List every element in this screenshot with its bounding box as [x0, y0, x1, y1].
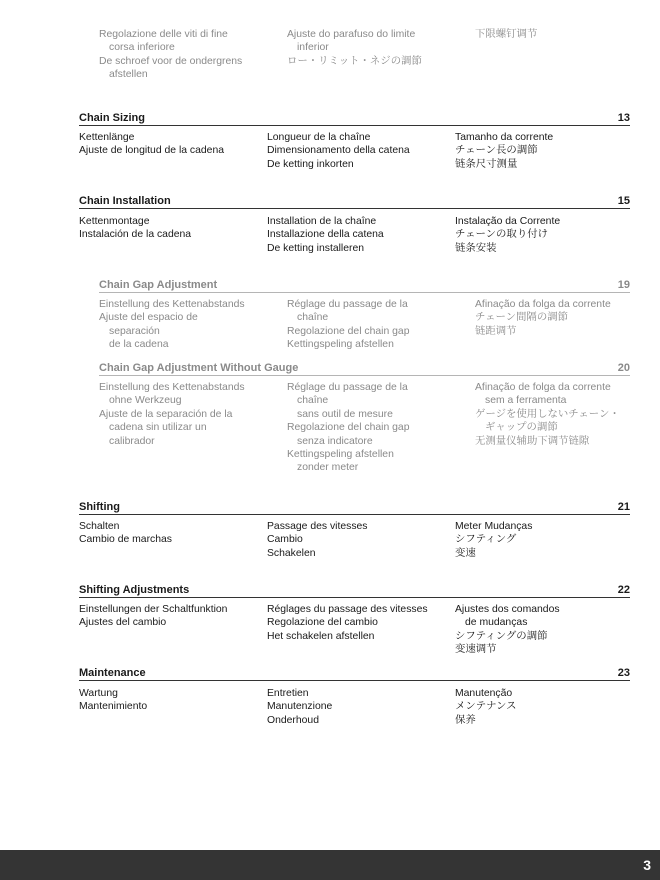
- text-line: De ketting inkorten: [267, 158, 354, 170]
- page-number: 3: [643, 857, 651, 873]
- shifting-adjustments-col1: [79, 603, 227, 630]
- text-line: separación: [109, 325, 160, 337]
- text-line: Schalten: [79, 521, 120, 532]
- page-footer: [0, 850, 660, 880]
- section-page-number: 22: [617, 584, 630, 596]
- text-line: Dimensionamento della catena: [267, 145, 410, 157]
- text-line: シフティング: [455, 534, 517, 546]
- text-line: ロー・リミット・ネジの調節: [287, 55, 422, 67]
- chain-gap-col3: [475, 298, 611, 338]
- text-line: ゲージを使用しないチェーン・: [475, 408, 620, 420]
- divider: [79, 597, 630, 598]
- divider: [79, 680, 630, 681]
- chain-gap-gauge-col2: [287, 381, 409, 475]
- text-line: Ajuste do parafuso do limite: [287, 29, 416, 40]
- text-line: chaîne: [297, 312, 329, 324]
- section-title: Chain Installation: [79, 195, 171, 207]
- text-line: Ajuste de la separación de la: [99, 408, 233, 420]
- text-line: senza indicatore: [297, 435, 373, 447]
- text-line: de mudanças: [465, 617, 528, 629]
- shifting-col1: [79, 520, 172, 547]
- text-line: zonder meter: [297, 462, 359, 474]
- section-page-number: 15: [617, 195, 630, 207]
- maintenance-col3: [455, 687, 517, 727]
- text-line: Installazione della catena: [267, 229, 384, 241]
- shifting-col3: [455, 520, 532, 560]
- chain-gap-gauge-col3: [475, 381, 620, 448]
- text-line: Het schakelen afstellen: [267, 630, 375, 642]
- divider: [79, 125, 630, 126]
- text-line: Installation de la chaîne: [267, 216, 377, 227]
- maintenance-col1: [79, 687, 147, 714]
- text-line: Ajustes dos comandos: [455, 604, 560, 615]
- text-line: inferior: [297, 42, 329, 54]
- text-line: Afinação da folga da corrente: [475, 299, 611, 310]
- text-line: Ajustes del cambio: [79, 617, 167, 629]
- divider: [79, 208, 630, 209]
- text-line: Onderhoud: [267, 714, 319, 726]
- text-line: Einstellung des Kettenabstands: [99, 299, 245, 310]
- section-title: Shifting: [79, 501, 120, 513]
- chain-installation-col1: [79, 215, 191, 242]
- text-line: Regolazione delle viti di fine: [99, 29, 228, 40]
- section-title: Chain Sizing: [79, 112, 145, 124]
- section-header-shifting: [79, 501, 630, 515]
- section-page-number: 21: [617, 501, 630, 513]
- chain-sizing-col1: [79, 131, 224, 158]
- divider: [99, 292, 630, 293]
- text-line: Longueur de la chaîne: [267, 132, 371, 143]
- text-line: ギャップの調節: [485, 422, 558, 434]
- chain-sizing-col3: [455, 131, 553, 171]
- chain-gap-col1: [99, 298, 245, 352]
- text-line: 链条尺寸测量: [455, 158, 518, 170]
- text-line: Instalação da Corrente: [455, 216, 561, 227]
- text-line: 无测量仪辅助下调节链隙: [475, 435, 590, 447]
- section-header-shifting-adjustments: [79, 584, 630, 598]
- top-entry-col2: [287, 28, 422, 68]
- section-page-number: 13: [617, 112, 630, 124]
- section-title: Shifting Adjustments: [79, 584, 190, 596]
- text-line: Kettenmontage: [79, 216, 150, 227]
- text-line: sans outil de mesure: [297, 408, 393, 420]
- text-line: チェーン間隔の調節: [475, 312, 568, 324]
- text-line: Mantenimiento: [79, 701, 148, 713]
- section-header-chain-installation: [79, 195, 630, 209]
- chain-gap-gauge-col1: [99, 381, 245, 448]
- text-line: De schroef voor de ondergrens: [99, 55, 243, 67]
- section-header-maintenance: [79, 667, 630, 681]
- text-line: Kettingspeling afstellen: [287, 449, 394, 461]
- text-line: メンテナンス: [455, 701, 517, 713]
- text-line: 变速: [455, 547, 476, 559]
- chain-installation-col3: [455, 215, 560, 255]
- section-page-number: 19: [617, 279, 630, 291]
- section-page-number: 20: [617, 362, 630, 374]
- text-line: 链条安装: [455, 242, 497, 254]
- text-line: chaîne: [297, 395, 329, 407]
- shifting-col2: [267, 520, 368, 560]
- text-line: Kettenlänge: [79, 132, 135, 143]
- top-entry-col3: [475, 28, 537, 41]
- section-header-chain-sizing: [79, 112, 630, 126]
- text-line: Einstellung des Kettenabstands: [99, 382, 245, 393]
- chain-sizing-col2: [267, 131, 410, 171]
- divider: [79, 514, 630, 515]
- text-line: Ajuste del espacio de: [99, 312, 198, 324]
- text-line: Instalación de la cadena: [79, 229, 192, 241]
- text-line: Regolazione del cambio: [267, 617, 378, 629]
- section-header-chain-gap-adjustment: [99, 279, 630, 293]
- shifting-adjustments-col2: [267, 603, 428, 643]
- text-line: ohne Werkzeug: [109, 395, 182, 407]
- text-line: Regolazione del chain gap: [287, 422, 410, 434]
- shifting-adjustments-col3: [455, 603, 560, 657]
- text-line: De ketting installeren: [267, 242, 365, 254]
- section-page-number: 23: [617, 667, 630, 679]
- text-line: 链距调节: [475, 325, 517, 337]
- text-line: Kettingspeling afstellen: [287, 339, 394, 351]
- section-header-chain-gap-without-gauge: [99, 362, 630, 376]
- text-line: Manutenzione: [267, 701, 333, 713]
- section-title: Chain Gap Adjustment Without Gauge: [99, 362, 299, 374]
- text-line: Wartung: [79, 688, 118, 699]
- text-line: チェーン長の調節: [455, 145, 538, 157]
- maintenance-col2: [267, 687, 332, 727]
- divider: [99, 375, 630, 376]
- text-line: calibrador: [109, 435, 155, 447]
- text-line: Einstellungen der Schaltfunktion: [79, 604, 228, 615]
- text-line: Réglages du passage des vitesses: [267, 604, 428, 615]
- section-title: Chain Gap Adjustment: [99, 279, 218, 291]
- text-line: Regolazione del chain gap: [287, 325, 410, 337]
- text-line: afstellen: [109, 69, 148, 81]
- text-line: Cambio de marchas: [79, 534, 172, 546]
- text-line: 变速调节: [455, 644, 497, 656]
- chain-installation-col2: [267, 215, 384, 255]
- text-line: Réglage du passage de la: [287, 382, 408, 393]
- text-line: 保养: [455, 714, 476, 726]
- text-line: de la cadena: [109, 339, 169, 351]
- section-title: Maintenance: [79, 667, 146, 679]
- text-line: Meter Mudanças: [455, 521, 533, 532]
- text-line: sem a ferramenta: [485, 395, 567, 407]
- chain-gap-col2: [287, 298, 409, 352]
- text-line: Afinação de folga da corrente: [475, 382, 611, 393]
- text-line: Réglage du passage de la: [287, 299, 408, 310]
- text-line: 下限螺钉调节: [475, 29, 538, 40]
- text-line: チェーンの取り付け: [455, 229, 548, 241]
- top-entry-col1: [99, 28, 242, 82]
- text-line: シフティングの調節: [455, 630, 548, 642]
- text-line: Entretien: [267, 688, 309, 699]
- text-line: Schakelen: [267, 547, 316, 559]
- text-line: cadena sin utilizar un: [109, 422, 207, 434]
- text-line: Manutenção: [455, 688, 513, 699]
- text-line: Ajuste de longitud de la cadena: [79, 145, 225, 157]
- text-line: Tamanho da corrente: [455, 132, 554, 143]
- text-line: corsa inferiore: [109, 42, 175, 54]
- text-line: Passage des vitesses: [267, 521, 368, 532]
- text-line: Cambio: [267, 534, 303, 546]
